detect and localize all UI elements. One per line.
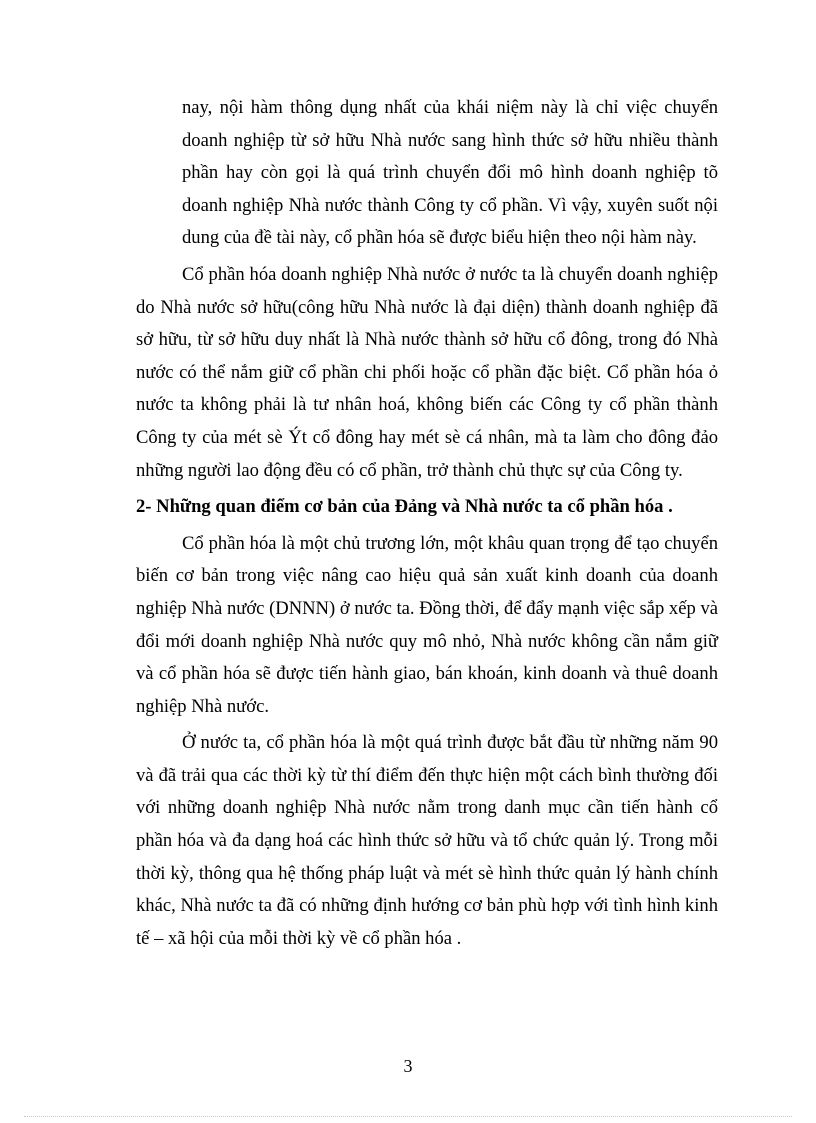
- paragraph-continued: nay, nội hàm thông dụng nhất của khái niệm này là chỉ việc chuyển doanh nghiệp từ sở hữu Nhà nước sang hình thức sở hữu nhiều thành phần hay còn gọi là quá trình chuyển đổi mô hình doanh nghiệp tõ doanh nghiệp Nhà nước thành Công ty cổ phần. Vì vậy, xuyên suốt nội dung của đề tài này, cổ phần hóa sẽ được biểu hiện theo nội hàm này.: [182, 97, 718, 249]
- paragraph-policy: Cổ phần hóa là một chủ trương lớn, một khâu quan trọng để tạo chuyển biến cơ bản trong việc nâng cao hiệu quả sản xuất kinh doanh của doanh nghiệp Nhà nước (DNNN) ở nước ta. Đồng thời, để đẩy mạnh việc sắp xếp và đổi mới doanh nghiệp Nhà nước quy mô nhỏ, Nhà nước không cần nắm giữ và cổ phần hóa sẽ được tiến hành giao, bán khoán, kinh doanh và thuê doanh nghiệp Nhà nước.: [136, 532, 718, 717]
- page-bottom-border: [24, 1116, 792, 1117]
- page-body: [136, 92, 718, 959]
- page-number: 3: [403, 1056, 413, 1076]
- section-heading: 2- Những quan điểm cơ bản của Đảng và Nhà nước ta cổ phần hóa .: [136, 496, 673, 518]
- paragraph-history: Ở nước ta, cổ phần hóa là một quá trình được bắt đầu từ những năm 90 và đã trải qua các thời kỳ từ thí điểm đến thực hiện một cách bình thường đối với những doanh nghiệp Nhà nước nằm trong danh mục cần tiến hành cổ phần hóa và đa dạng hoá các hình thức sở hữu và tổ chức quản lý. Trong mỗi thời kỳ, thông qua hệ thống pháp luật và mét sè hình thức quản lý hành chính khác, Nhà nước ta đã có những định hướng cơ bản phù hợp với tình hình kinh tế – xã hội của mỗi thời kỳ về cổ phần hóa .: [136, 732, 718, 949]
- paragraph-equitization-definition: Cổ phần hóa doanh nghiệp Nhà nước ở nước ta là chuyển doanh nghiệp do Nhà nước sở hữu(công hữu Nhà nước là đại diện) thành doanh nghiệp đã sở hữu, từ sở hữu duy nhất là Nhà nước thành sở hữu cổ đông, trong đó Nhà nước có thể nắm giữ cổ phần chi phối hoặc cổ phần đặc biệt. Cổ phần hóa ỏ nước ta không phải là tư nhân hoá, không biến các Công ty cổ phần thành Công ty của mét sè Ýt cổ đông hay mét sè cá nhân, mà ta làm cho đông đảo những người lao động đều có cổ phần, trở thành chủ thực sự của Công ty.: [136, 263, 718, 481]
